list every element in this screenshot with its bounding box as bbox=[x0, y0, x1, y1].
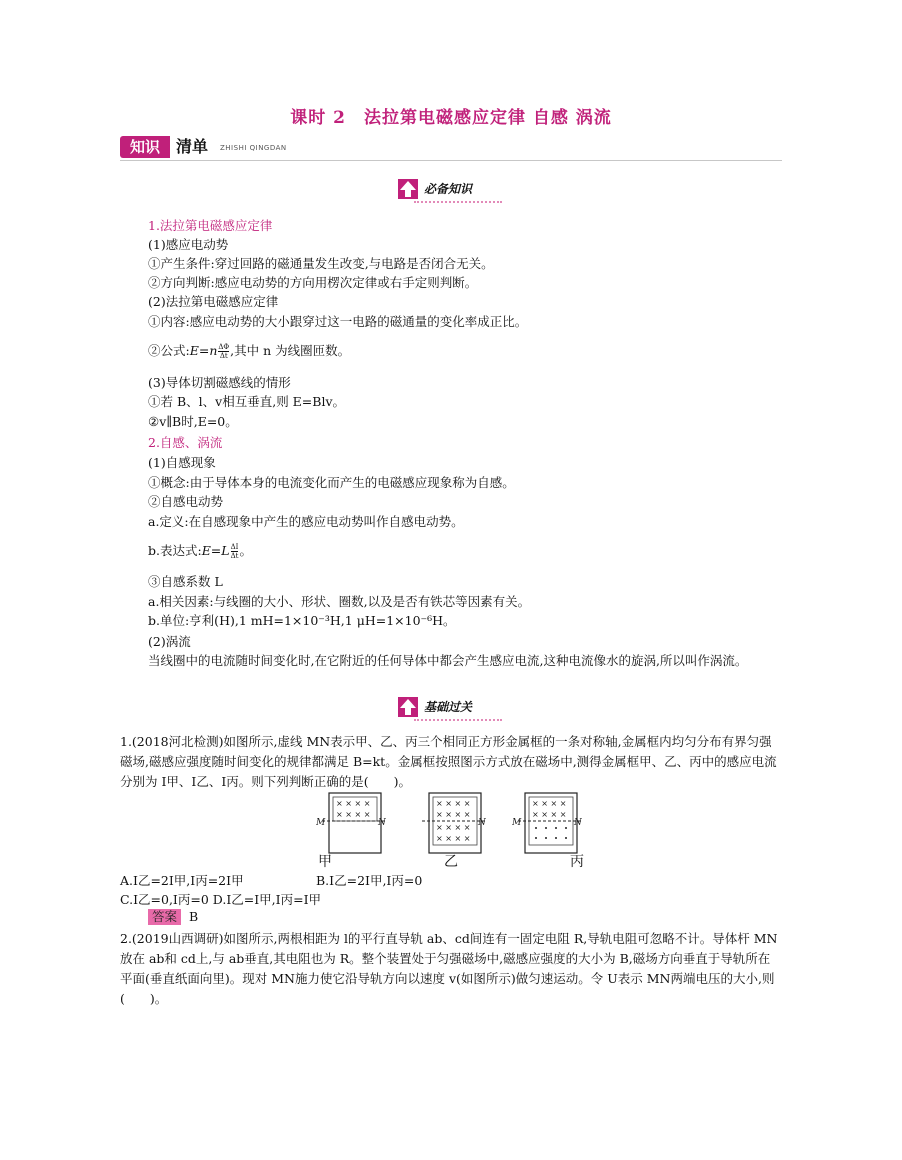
banner-text: 清单 bbox=[176, 137, 209, 156]
figure-label-jia: 甲 bbox=[318, 854, 332, 870]
text-line: ①产生条件:穿过回路的磁通量发生改变,与电路是否闭合无关。 bbox=[148, 256, 494, 271]
text-line: ③自感系数 L bbox=[148, 574, 223, 589]
heading-faraday: 1.法拉第电磁感应定律 bbox=[148, 218, 273, 233]
section-header-basic bbox=[398, 696, 508, 726]
heading-self-induction: 2.自感、涡流 bbox=[148, 435, 223, 450]
svg-text:N: N bbox=[478, 818, 486, 828]
text-line: ①概念:由于导体本身的电流变化而产生的电磁感应现象称为自感。 bbox=[148, 475, 515, 490]
up-arrow-icon bbox=[398, 697, 418, 717]
figure-frame-bing bbox=[512, 790, 582, 858]
section-label: 必备知识 bbox=[424, 182, 473, 196]
option-b: B.I乙=2I甲,I丙=0 bbox=[316, 873, 423, 888]
banner-pinyin: ZHISHI QINGDAN bbox=[220, 144, 287, 152]
svg-text:N: N bbox=[378, 818, 386, 828]
text-line: (1)自感现象 bbox=[148, 455, 216, 470]
svg-text:× × × ×: × × × × bbox=[436, 810, 471, 819]
answer bbox=[148, 909, 198, 925]
section-label: 基础过关 bbox=[424, 700, 473, 714]
svg-text:× × × ×: × × × × bbox=[436, 823, 471, 832]
option-d: D.I乙=I甲,I丙=I甲 bbox=[212, 892, 322, 907]
paragraph-eddy: 当线圈中的电流随时间变化时,在它附近的任何导体中都会产生感应电流,这种电流像水的旋涡,所以叫作涡流。 bbox=[148, 653, 748, 668]
text-line: ②方向判断:感应电动势的方向用楞次定律或右手定则判断。 bbox=[148, 275, 478, 290]
option-a: A.I乙=2I甲,I丙=2I甲 bbox=[120, 873, 244, 888]
figure-frame-yi bbox=[416, 790, 486, 858]
text-line: (3)导体切割磁感线的情形 bbox=[148, 375, 291, 390]
option-c-d bbox=[120, 891, 321, 908]
svg-text:M: M bbox=[512, 818, 522, 828]
formula-line: ②公式:E=n $\frac{\Delta\Phi}{\Delta t}$ ,其中 n 为线圈匝数。 bbox=[148, 343, 351, 360]
svg-text:× × × ×: × × × × bbox=[532, 799, 567, 808]
svg-text:× × × ×: × × × × bbox=[336, 810, 371, 819]
answer-badge: 答案 bbox=[148, 909, 181, 925]
dotted-divider bbox=[414, 201, 502, 203]
dotted-divider bbox=[414, 719, 502, 721]
svg-text:M: M bbox=[316, 818, 326, 828]
figure-label-yi: 乙 bbox=[444, 854, 458, 870]
banner-badge: 知识 bbox=[120, 136, 170, 158]
text-line: (2)涡流 bbox=[148, 634, 191, 649]
banner-divider bbox=[120, 160, 782, 161]
text-line: a.定义:在自感现象中产生的感应电动势叫作自感电动势。 bbox=[148, 514, 464, 529]
section-banner bbox=[120, 134, 782, 162]
up-arrow-icon bbox=[398, 179, 418, 199]
figure-frame-jia bbox=[316, 790, 386, 858]
answer-value: B bbox=[188, 909, 199, 924]
fraction: $\frac{\Delta I}{\Delta t}$ bbox=[230, 543, 239, 560]
text-line: b.单位:亨利(H),1 mH=1×10⁻³H,1 μH=1×10⁻⁶H。 bbox=[148, 613, 456, 628]
text-line: ①若 B、l、v相互垂直,则 E=Blv。 bbox=[148, 394, 346, 409]
svg-text:N: N bbox=[574, 818, 582, 828]
formula-line: b.表达式:E=L $\frac{\Delta I}{\Delta t}$ 。 bbox=[148, 543, 252, 560]
text-line: ②自感电动势 bbox=[148, 494, 224, 509]
text-line: ②v∥B时,E=0。 bbox=[148, 414, 238, 429]
question-1: 1.(2018河北检测)如图所示,虚线 MN表示甲、乙、丙三个相同正方形金属框的一条对称轴,金属框内均匀分布有界匀强磁场,磁感应强度随时间变化的规律都满足 B=kt。金属框按照图示方式放在磁场中,测得金属框甲、乙、丙中的感应电流分别为 I甲、I乙、I丙。则下列判断正确的是( )。 bbox=[120, 734, 777, 789]
question-2: 2.(2019山西调研)如图所示,两根相距为 l的平行直导轨 ab、cd间连有一固定电阻 R,导轨电阻可忽略不计。导体杆 MN放在 ab和 cd上,与 ab垂直,其电阻也为 R。整个装置处于匀强磁场中,磁感应强度的大小为 B,磁场方向垂直于导轨所在平面(垂直纸面向里)。现对 MN施力使它沿导轨方向以速度 v(如图所示)做匀速运动。令 U表示 MN两端电压的大小,则( )。 bbox=[120, 931, 778, 1006]
option-c: C.I乙=0,I丙=0 bbox=[120, 892, 209, 907]
text-line: a.相关因素:与线圈的大小、形状、圈数,以及是否有铁芯等因素有关。 bbox=[148, 594, 531, 609]
fraction: $\frac{\Delta\Phi}{\Delta t}$ bbox=[218, 343, 230, 360]
text-line: (1)感应电动势 bbox=[148, 237, 229, 252]
text-line: ①内容:感应电动势的大小跟穿过这一电路的磁通量的变化率成正比。 bbox=[148, 314, 528, 329]
svg-text:× × × ×: × × × × bbox=[436, 834, 471, 843]
page-title: 课时 2 法拉第电磁感应定律 自感 涡流 bbox=[290, 108, 612, 128]
text-line: (2)法拉第电磁感应定律 bbox=[148, 294, 279, 309]
svg-text:× × × ×: × × × × bbox=[336, 799, 371, 808]
figure-label-bing: 丙 bbox=[570, 854, 584, 870]
section-header-knowledge bbox=[398, 178, 508, 208]
svg-text:× × × ×: × × × × bbox=[436, 799, 471, 808]
svg-text:× × × ×: × × × × bbox=[532, 810, 567, 819]
